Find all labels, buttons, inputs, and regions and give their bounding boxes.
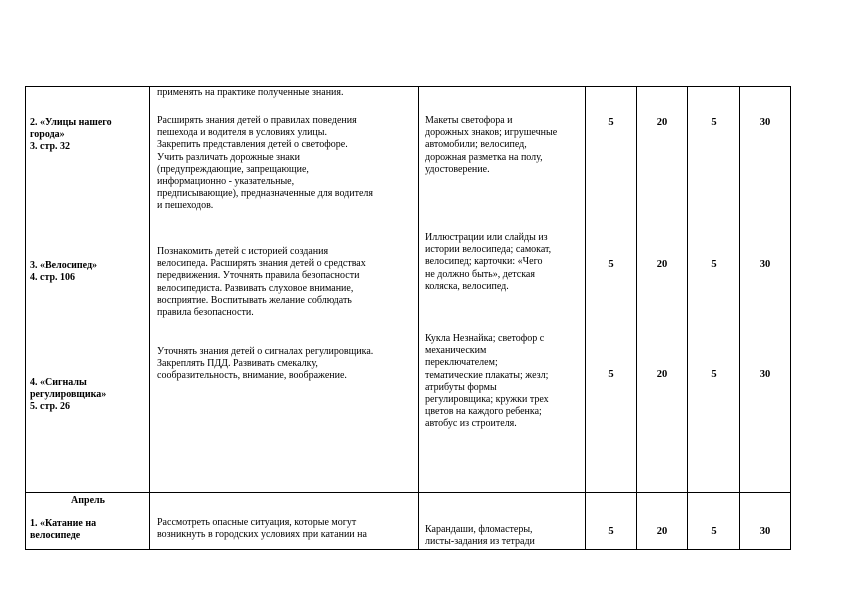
number-cell: 20 bbox=[656, 259, 668, 270]
material-line: автобус из строителя. bbox=[425, 418, 517, 430]
topic-line: 1. «Катание на bbox=[30, 518, 97, 529]
goal-line: информационно - указательные, bbox=[157, 176, 295, 188]
goal-line: возникнуть в городских условиях при катании на bbox=[157, 529, 367, 541]
number-cell: 30 bbox=[759, 259, 771, 270]
topic-cell bbox=[30, 260, 145, 284]
goal-line: пешехода и водителя в условиях улицы. bbox=[157, 127, 328, 139]
material-line: листы-задания из тетради bbox=[425, 536, 535, 548]
goal-line: велосипедиста. Развивать слуховое внимание, bbox=[157, 282, 354, 294]
row-divider bbox=[25, 492, 791, 493]
goal-line: передвижения. Уточнять правила безопасности bbox=[157, 270, 360, 282]
goal-line: сообразительность, внимание, воображение. bbox=[157, 370, 347, 382]
goals-cell bbox=[157, 115, 419, 213]
material-line: коляска, велосипед. bbox=[425, 280, 509, 292]
goal-line: правила безопасности. bbox=[157, 307, 254, 319]
table-border-bottom bbox=[25, 549, 791, 550]
material-line: велосипед; карточки: «Чего bbox=[425, 256, 543, 268]
goals-cell bbox=[157, 517, 419, 541]
material-line: дорожная разметка на полу, bbox=[425, 151, 543, 163]
topic-cell bbox=[30, 377, 145, 414]
number-cell: 5 bbox=[608, 526, 614, 537]
materials-cell bbox=[425, 232, 585, 293]
topic-line: 3. стр. 32 bbox=[30, 141, 71, 153]
material-line: цветов на каждого ребенка; bbox=[425, 406, 542, 418]
topic-line: 4. стр. 106 bbox=[30, 272, 76, 284]
goal-line: восприятие. Воспитывать желание соблюдать bbox=[157, 294, 352, 306]
topic-line: 3. «Велосипед» bbox=[30, 260, 98, 271]
material-line: Карандаши, фломастеры, bbox=[425, 524, 533, 535]
number-cell: 30 bbox=[759, 526, 771, 537]
column-divider bbox=[585, 86, 586, 550]
column-divider bbox=[636, 86, 637, 550]
material-line: атрибуты формы bbox=[425, 381, 497, 393]
material-line: дорожных знаков; игрушечные bbox=[425, 127, 558, 139]
number-cell: 20 bbox=[656, 369, 668, 380]
material-line: тематические плакаты; жезл; bbox=[425, 369, 549, 381]
goal-line: велосипеда. Расширять знания детей о средствах bbox=[157, 258, 366, 270]
materials-cell bbox=[425, 115, 585, 176]
number-cell: 30 bbox=[759, 369, 771, 380]
number-cell: 30 bbox=[759, 117, 771, 128]
number-cell: 5 bbox=[711, 117, 717, 128]
number-cell: 5 bbox=[711, 369, 717, 380]
number-cell: 5 bbox=[711, 526, 717, 537]
material-line: удостоверение. bbox=[425, 163, 490, 175]
material-line: регулировщика; кружки трех bbox=[425, 394, 549, 406]
topic-line: 4. «Сигналы bbox=[30, 377, 87, 388]
table-border-right bbox=[790, 86, 791, 550]
topic-line: 2. «Улицы нашего bbox=[30, 117, 112, 128]
goal-line: Рассмотреть опасные ситуация, которые могут bbox=[157, 517, 357, 528]
number-cell: 20 bbox=[656, 117, 668, 128]
material-line: переключателем; bbox=[425, 357, 498, 369]
material-line: не должно быть», детская bbox=[425, 268, 535, 280]
goal-line: Учить различать дорожные знаки bbox=[157, 151, 300, 163]
goal-line: Закрепить представления детей о светофоре. bbox=[157, 139, 348, 151]
material-line: Иллюстрации или слайды из bbox=[425, 232, 548, 243]
goal-line: и пешеходов. bbox=[157, 200, 214, 212]
month-heading: Апрель bbox=[71, 495, 105, 506]
goal-line: применять на практике полученные знания. bbox=[157, 87, 344, 98]
topic-cell bbox=[30, 518, 145, 542]
goal-line: Расширять знания детей о правилах поведения bbox=[157, 115, 357, 126]
materials-cell bbox=[425, 333, 585, 431]
goal-line: (предупреждающие, запрещающие, bbox=[157, 163, 309, 175]
number-cell: 5 bbox=[608, 117, 614, 128]
goals-cell bbox=[157, 346, 419, 383]
material-line: автомобили; велосипед, bbox=[425, 139, 527, 151]
topic-cell bbox=[30, 117, 145, 154]
topic-line: города» bbox=[30, 129, 65, 141]
goal-line: предписывающие), предназначенные для водителя bbox=[157, 188, 374, 200]
goal-line: Уточнять знания детей о сигналах регулировщика. bbox=[157, 346, 374, 357]
table-border-left bbox=[25, 86, 26, 550]
number-cell: 5 bbox=[608, 369, 614, 380]
number-cell: 20 bbox=[656, 526, 668, 537]
goals-cell bbox=[157, 246, 419, 319]
topic-line: велосипеде bbox=[30, 530, 81, 542]
topic-line: регулировщика» bbox=[30, 389, 107, 401]
column-divider bbox=[687, 86, 688, 550]
carry-over-text bbox=[157, 87, 419, 99]
material-line: истории велосипеда; самокат, bbox=[425, 244, 552, 256]
goal-line: Закреплять ПДД. Развивать смекалку, bbox=[157, 358, 318, 370]
material-line: Кукла Незнайка; светофор с bbox=[425, 333, 545, 344]
column-divider bbox=[149, 86, 150, 550]
material-line: Макеты светофора и bbox=[425, 115, 513, 126]
column-divider bbox=[739, 86, 740, 550]
topic-line: 5. стр. 26 bbox=[30, 401, 71, 413]
goal-line: Познакомить детей с историей создания bbox=[157, 246, 329, 257]
number-cell: 5 bbox=[608, 259, 614, 270]
materials-cell bbox=[425, 524, 585, 548]
material-line: механическим bbox=[425, 345, 487, 357]
number-cell: 5 bbox=[711, 259, 717, 270]
